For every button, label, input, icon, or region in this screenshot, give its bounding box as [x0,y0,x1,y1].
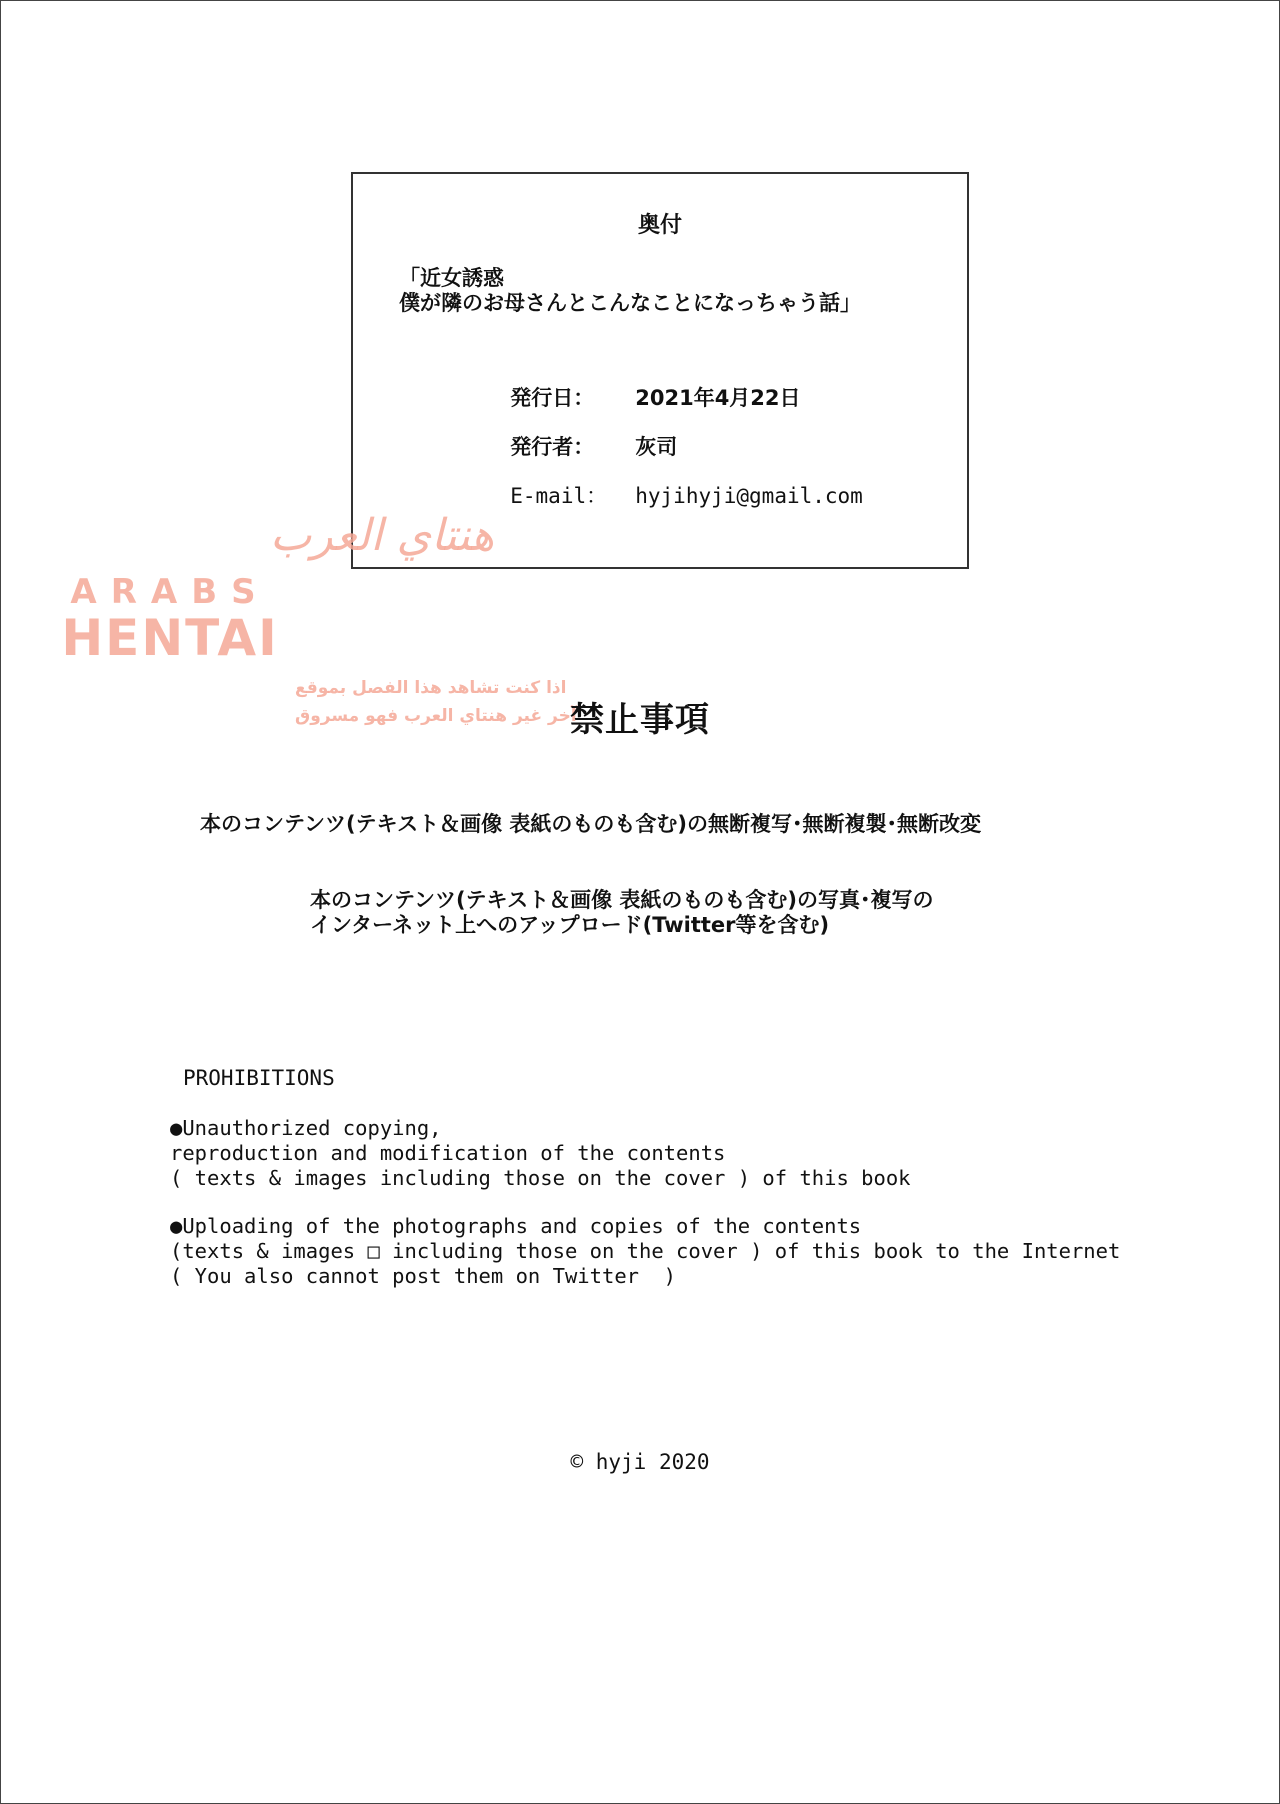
publisher-label: 発行者： [510,435,595,459]
prohibition-jp-item-1: 本のコンテンツ(テキスト＆画像 表紙のものも含む)の無断複写･無断複製･無断改変 [200,812,982,836]
prohibition-en-item-2-line: (texts & images □ including those on the cover ) of this book to the Internet [170,1239,1121,1263]
prohibitions-heading-en: PROHIBITIONS [183,1066,335,1090]
work-title [399,266,861,316]
copyright-notice: © hyji 2020 [570,1450,710,1474]
prohibition-en-item-2-line: ●Uploading of the photographs and copies of the contents [170,1214,862,1238]
prohibition-jp-item-2-line-2: インターネット上へのアップロード(Twitter等を含む) [310,913,830,937]
watermark-latin-line-1: ARABS [70,572,270,612]
watermark-arabic-note-2: آخر غير هنتاي العرب فهو مسروق [295,706,577,726]
prohibition-jp-item-2 [310,888,934,938]
work-title-line-2: 僕が隣のお母さんとこんなことになっちゃう話」 [399,291,861,315]
prohibition-en-item-1-line: ( texts & images including those on the cover ) of this book [170,1166,911,1190]
colophon-heading: 奥付 [637,213,682,238]
email-label: E-mail： [510,484,608,508]
work-title-line-1: 「近女誘惑 [399,266,504,290]
prohibition-en-item-1 [170,1116,911,1191]
prohibitions-heading-jp: 禁止事項 [570,700,710,740]
prohibition-en-item-1-line: reproduction and modification of the contents [170,1141,726,1165]
watermark-latin-line-2: HENTAI [61,609,279,667]
prohibition-en-item-2 [170,1214,1120,1289]
publication-date-value: 2021年4月22日 [635,386,801,410]
prohibition-en-item-1-line: ●Unauthorized copying, [170,1116,442,1140]
publisher-value: 灰司 [635,435,678,459]
watermark-arabic-title: هنتاي العرب [270,510,495,561]
prohibition-jp-item-2-line-1: 本のコンテンツ(テキスト＆画像 表紙のものも含む)の写真･複写の [310,888,934,912]
email-row [481,456,863,534]
prohibition-en-item-2-line: ( You also cannot post them on Twitter ) [170,1264,677,1288]
email-value: hyjihyji@gmail.com [635,484,863,508]
publication-date-label: 発行日： [510,386,595,410]
watermark-arabic-note-1: اذا كنت تشاهد هذا الفصل بموقع [295,678,567,698]
